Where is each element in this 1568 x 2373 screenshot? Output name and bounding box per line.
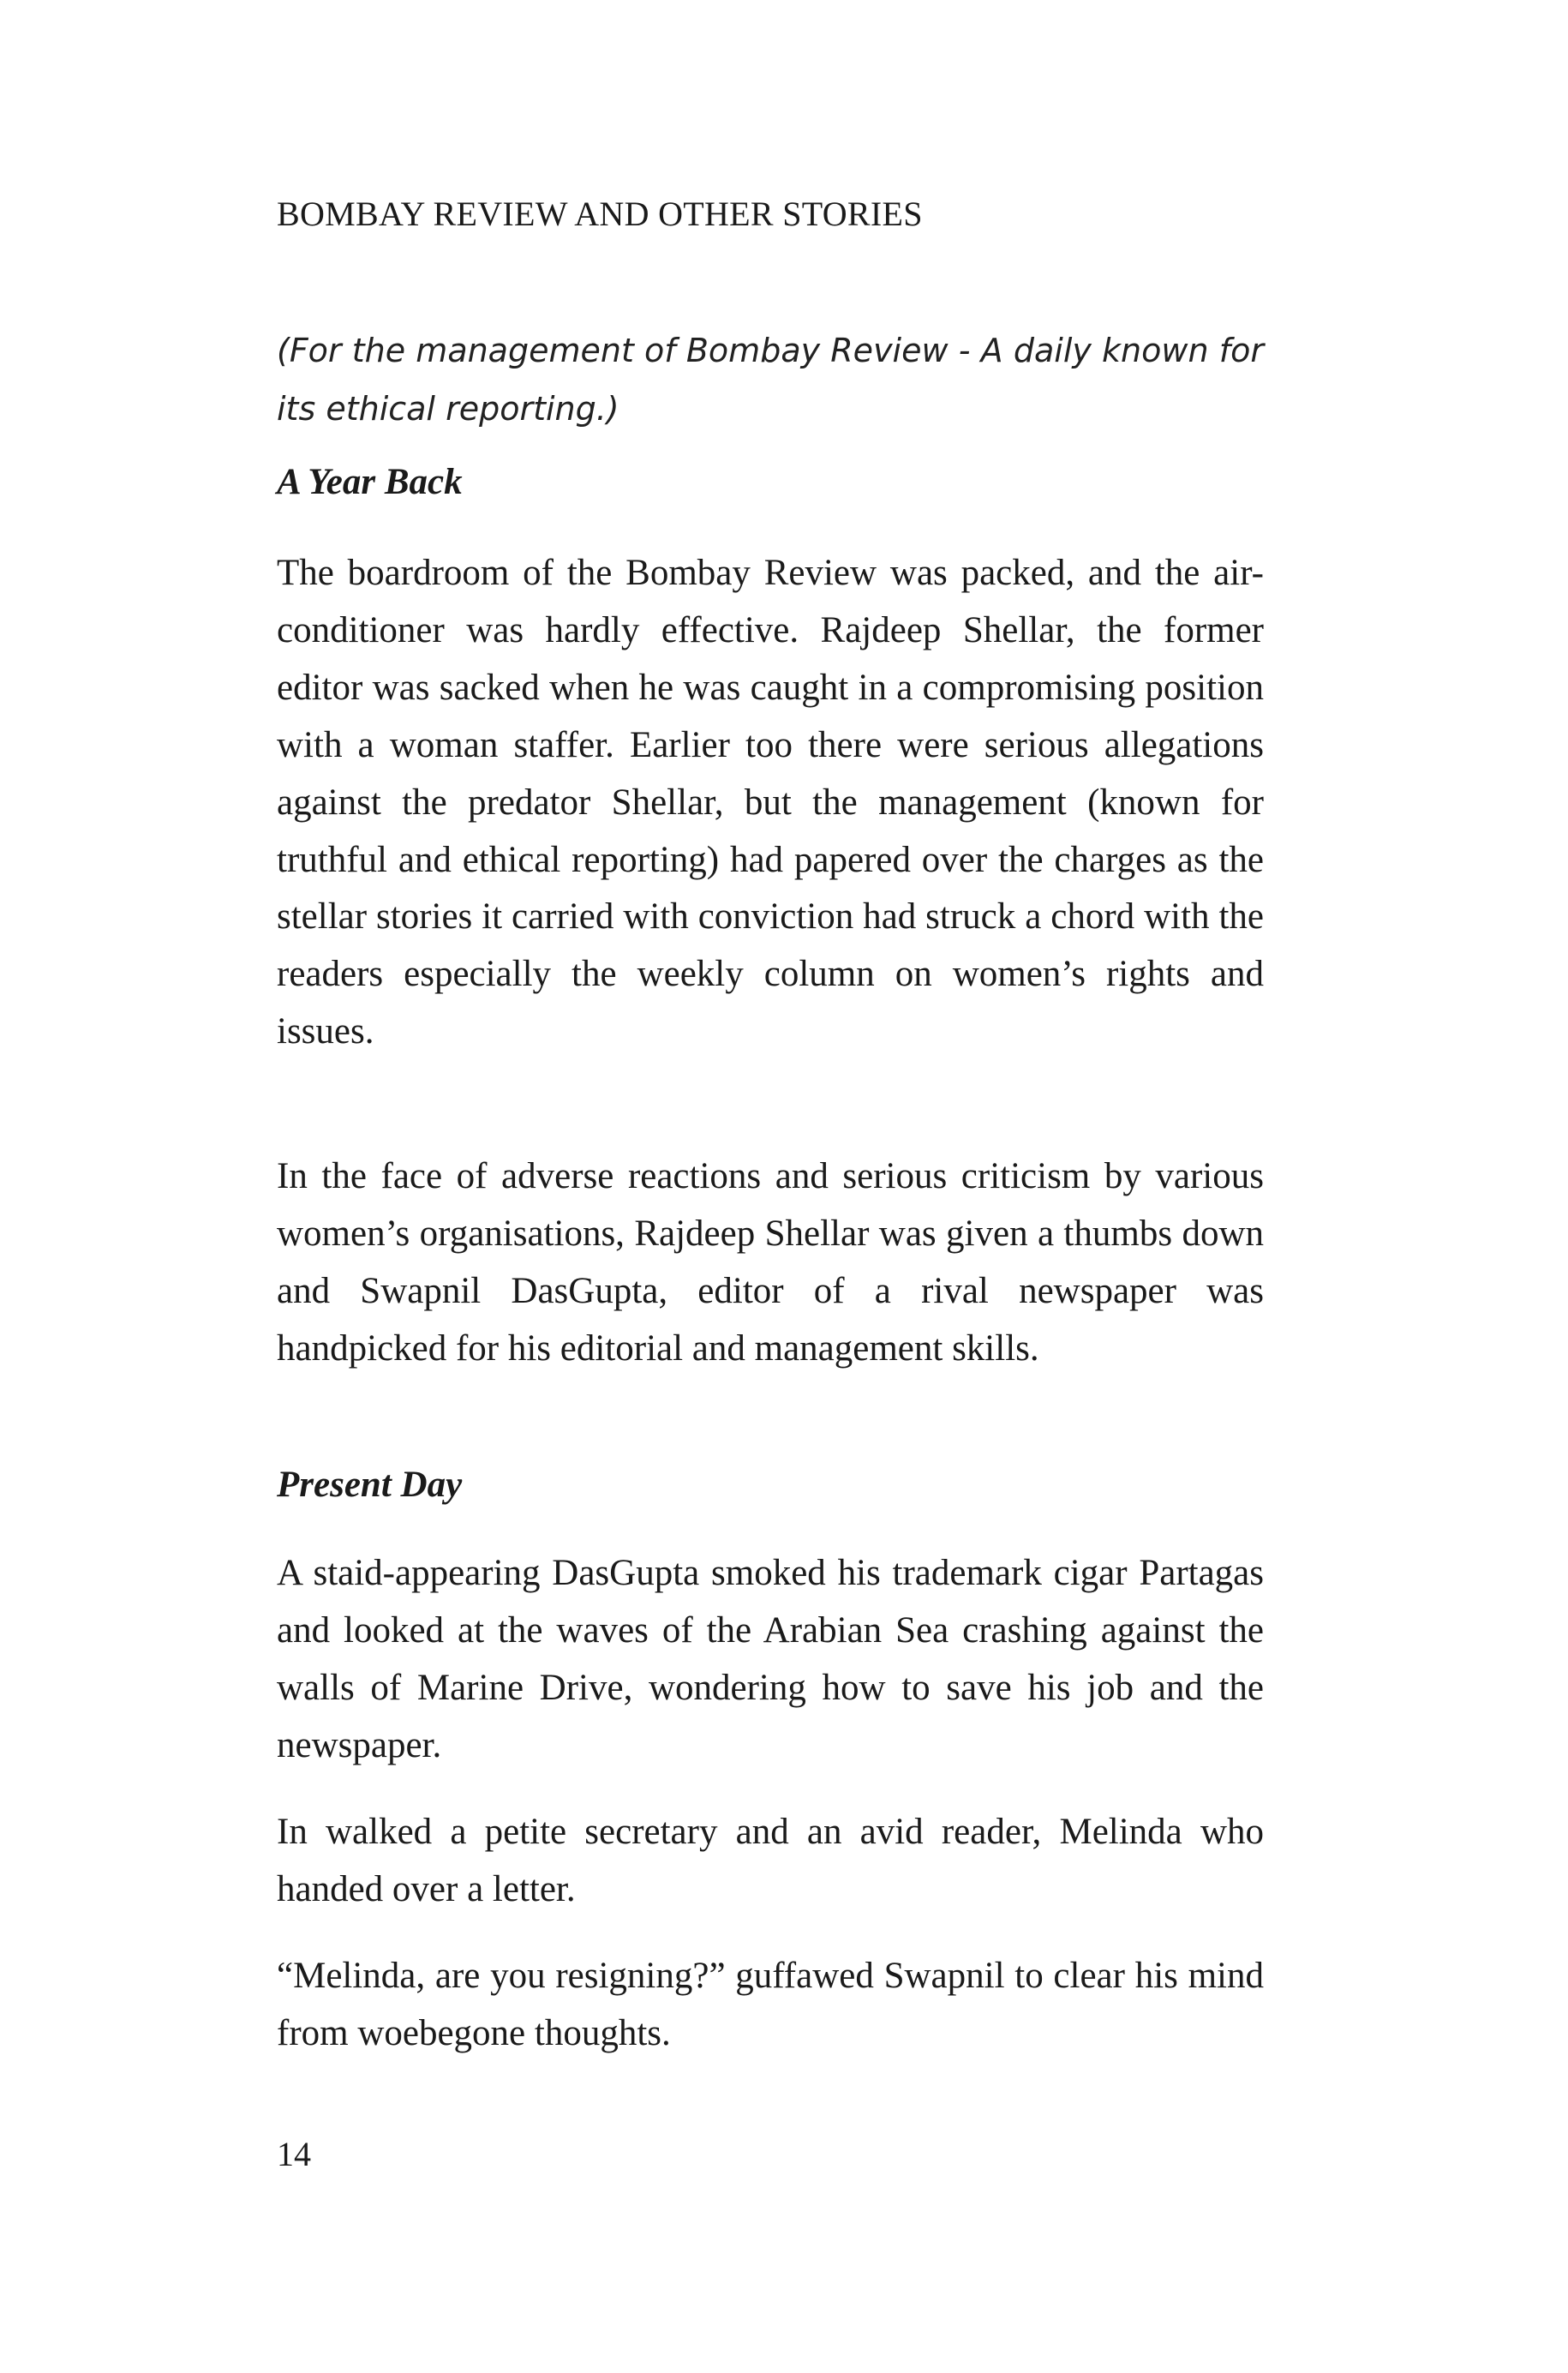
paragraph: In walked a petite secretary and an avid reader, Melinda who handed over a letter. [277,1812,1264,1909]
section-heading-year-back: A Year Back [277,462,463,502]
page-number: 14 [277,2135,311,2173]
paragraph: A staid-appearing DasGupta smoked his trademark cigar Partagas and looked at the waves of the Arabian Sea crashing against the walls of Marine Drive, wondering how to save his job and the newspaper. [277,1553,1264,1765]
paragraph: The boardroom of the Bombay Review was packed, and the air-conditioner was hardly effective. Rajdeep Shellar, the former editor was sacked when he was caught in a compromising position with a woman staffer. Earlier too there were serious allegations against the predator Shellar, but the management (known for truthful and ethical reporting) had papered over the charges as the stellar stories it carried with conviction had struck a chord with the readers especially the weekly column on women’s rights and issues. [277,553,1264,1052]
dedication-note: (For the management of Bombay Review - A daily known for its ethical reporting.) [277,332,1264,428]
paragraph: “Melinda, are you resigning?” guffawed Swapnil to clear his mind from woebegone thoughts. [277,1956,1264,2053]
paragraph: In the face of adverse reactions and serious criticism by various women’s organisations, Rajdeep Shellar was given a thumbs down and Swapnil DasGupta, editor of a rival newspaper was handpicked for his editorial and management skills. [277,1156,1264,1369]
running-header: BOMBAY REVIEW AND OTHER STORIES [277,195,923,233]
section-heading-present-day: Present Day [277,1465,463,1505]
